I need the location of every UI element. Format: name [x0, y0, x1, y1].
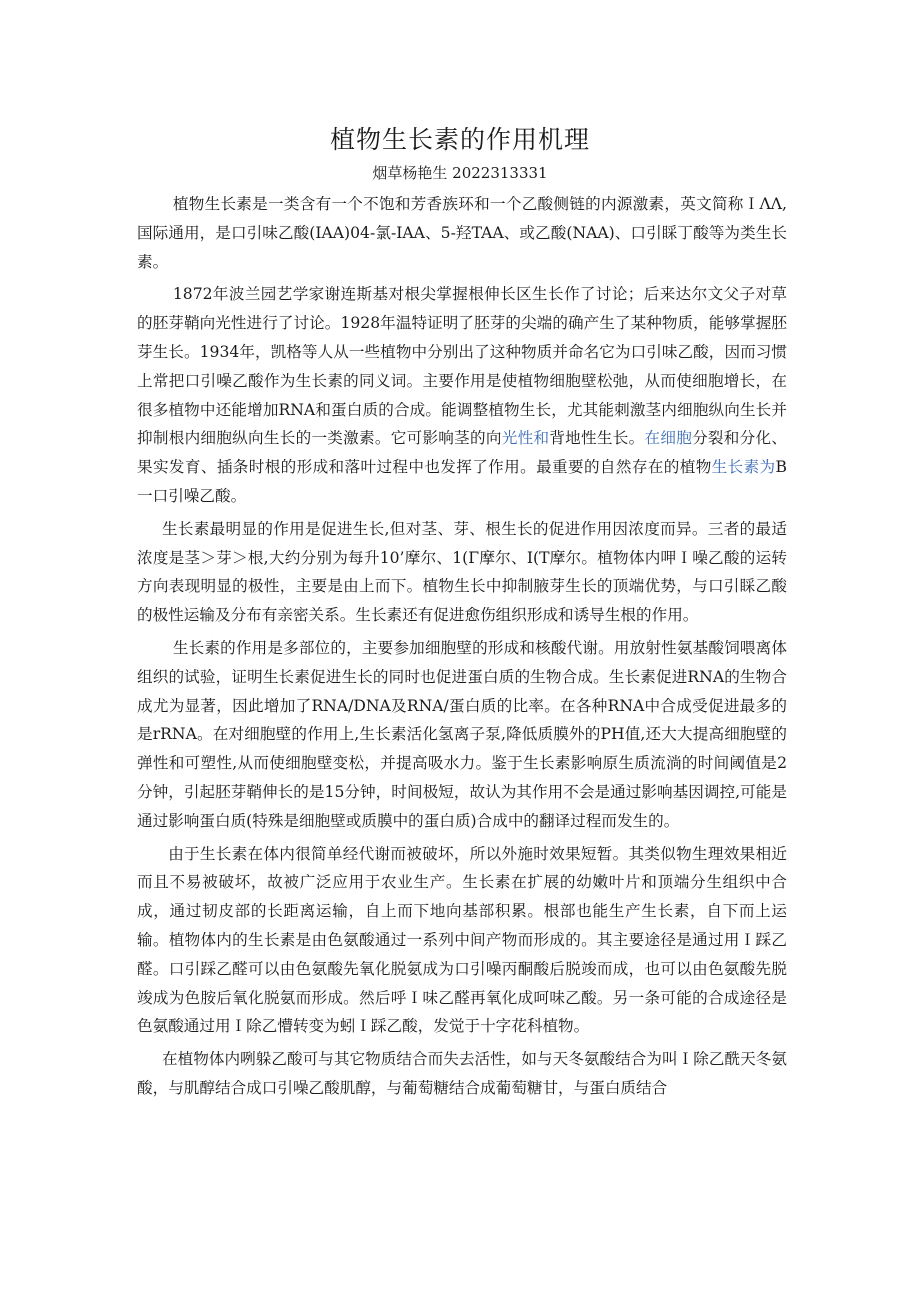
link-auxin[interactable]: 生长素为 [711, 458, 776, 477]
link-cell[interactable]: 在细胞 [644, 429, 693, 448]
paragraph-6: 在植物体内咧躲乙酸可与其它物质结合而失去活性，如与天冬氨酸结合为叫Ｉ除乙酰天冬氨酸，与肌醇结合成口引噪乙酸肌醇，与葡萄糖结合成葡萄糖甘，与蛋白质结合 [137, 1050, 787, 1097]
paragraph-3: 生长素最明显的作用是促进生长,但对茎、芽、根生长的促进作用因浓度而异。三者的最适浓度是茎＞芽＞根,大约分别为每升10’摩尔、1(Γ摩尔、I(T摩尔。植物体内呷Ｉ噪乙酸的运转方向表现明显的极性，主要是由上而下。植物生长中抑制腋芽生长的顶端优势，与口引睬乙酸的极性运输及分布有亲密关系。生长素还有促进愈伤组织形成和诱导生根的作用。 [137, 519, 787, 625]
document-title: 植物生长素的作用机理 [329, 125, 590, 154]
paragraph-5: 由于生长素在体内很简单经代谢而被破坏，所以外施时效果短暂。其类似物生理效果相近而且不易被破坏，故被广泛应用于农业生产。生长素在扩展的幼嫩叶片和顶端分生组织中合成，通过韧皮部的长距离运输，自上而下地向基部积累。根部也能生产生长素，自下而上运输。植物体内的生长素是由色氨酸通过一系列中间产物而形成的。其主要途径是通过用Ｉ踩乙醛。口引踩乙醛可以由色氨酸先氧化脱氨成为口引噪丙酮酸后脱竣而成，也可以由色氨酸先脱竣成为色胺后氧化脱氨而形成。然后呼Ｉ味乙醛再氧化成呵味乙酸。另一条可能的合成途径是色氨酸通过用Ｉ除乙懵转变为蚓Ｉ踩乙酸，发觉于十字花科植物。 [137, 844, 787, 1036]
paragraph-2-text-b: 背地性生长。 [549, 429, 645, 448]
paragraph-2-text-a: 1872年波兰园艺学家谢连斯基对根尖掌握根伸长区生长作了讨论；后来达尔文父子对草的胚芽鞘向光性进行了讨论。1928年温特证明了胚芽的尖端的确产生了某种物质，能够掌握胚芽生长。1934年，凯格等人从一些植物中分别出了这种物质并命名它为口引味乙酸，因而习惯上常把口引噪乙酸作为生长素的同义词。主要作用是使植物细胞壁松弛，从而使细胞增长，在很多植物中还能增加RNA和蛋白质的合成。能调整植物生长，尤其能刺激茎内细胞纵向生长并抑制根内细胞纵向生长的一类激素。它可影响茎的向 [137, 285, 787, 448]
paragraph-2 [137, 280, 787, 510]
paragraph-2-text-d: Β一口引噪乙酸。 [137, 458, 787, 505]
document-body [137, 190, 787, 1107]
link-phototropism[interactable]: 光性和 [501, 429, 550, 448]
paragraph-4: 生长素的作用是多部位的，主要参加细胞壁的形成和核酸代谢。用放射性氨基酸饲喂离体组织的试验，证明生长素促进生长的同时也促进蛋白质的生物合成。生长素促进RNA的生物合成尤为显著，因此增加了RNA/DNA及RNA/蛋白质的比率。在各种RNA中合成受促进最多的是rRNA。在对细胞壁的作用上,生长素活化氢离子泵,降低质膜外的PH值,还大大提高细胞壁的弹性和可塑性,从而使细胞壁变松，并提高吸水力。鉴于生长素影响原生质流淌的时间阈值是2分钟，引起胚芽鞘伸长的是15分钟，时间极短，故认为其作用不会是通过影响基因调控,可能是通过影响蛋白质(特殊是细胞壁或质膜中的蛋白质)合成中的翻译过程而发生的。 [137, 638, 787, 830]
paragraph-1: 植物生长素是一类含有一个不饱和芳香族环和一个乙酸侧链的内源激素，英文简称ＩΛΛ,国际通用，是口引味乙酸(IAA)04-氯-IAA、5-羟TAA、或乙酸(NAA)、口引睬丁酸等为类生长素。 [137, 195, 787, 271]
author-line: 烟草杨艳生 2022313331 [372, 164, 548, 182]
paragraph-2-text-c: 分裂和分化、果实发育、插条时根的形成和落叶过程中也发挥了作用。最重要的自然存在的植物 [137, 429, 787, 477]
